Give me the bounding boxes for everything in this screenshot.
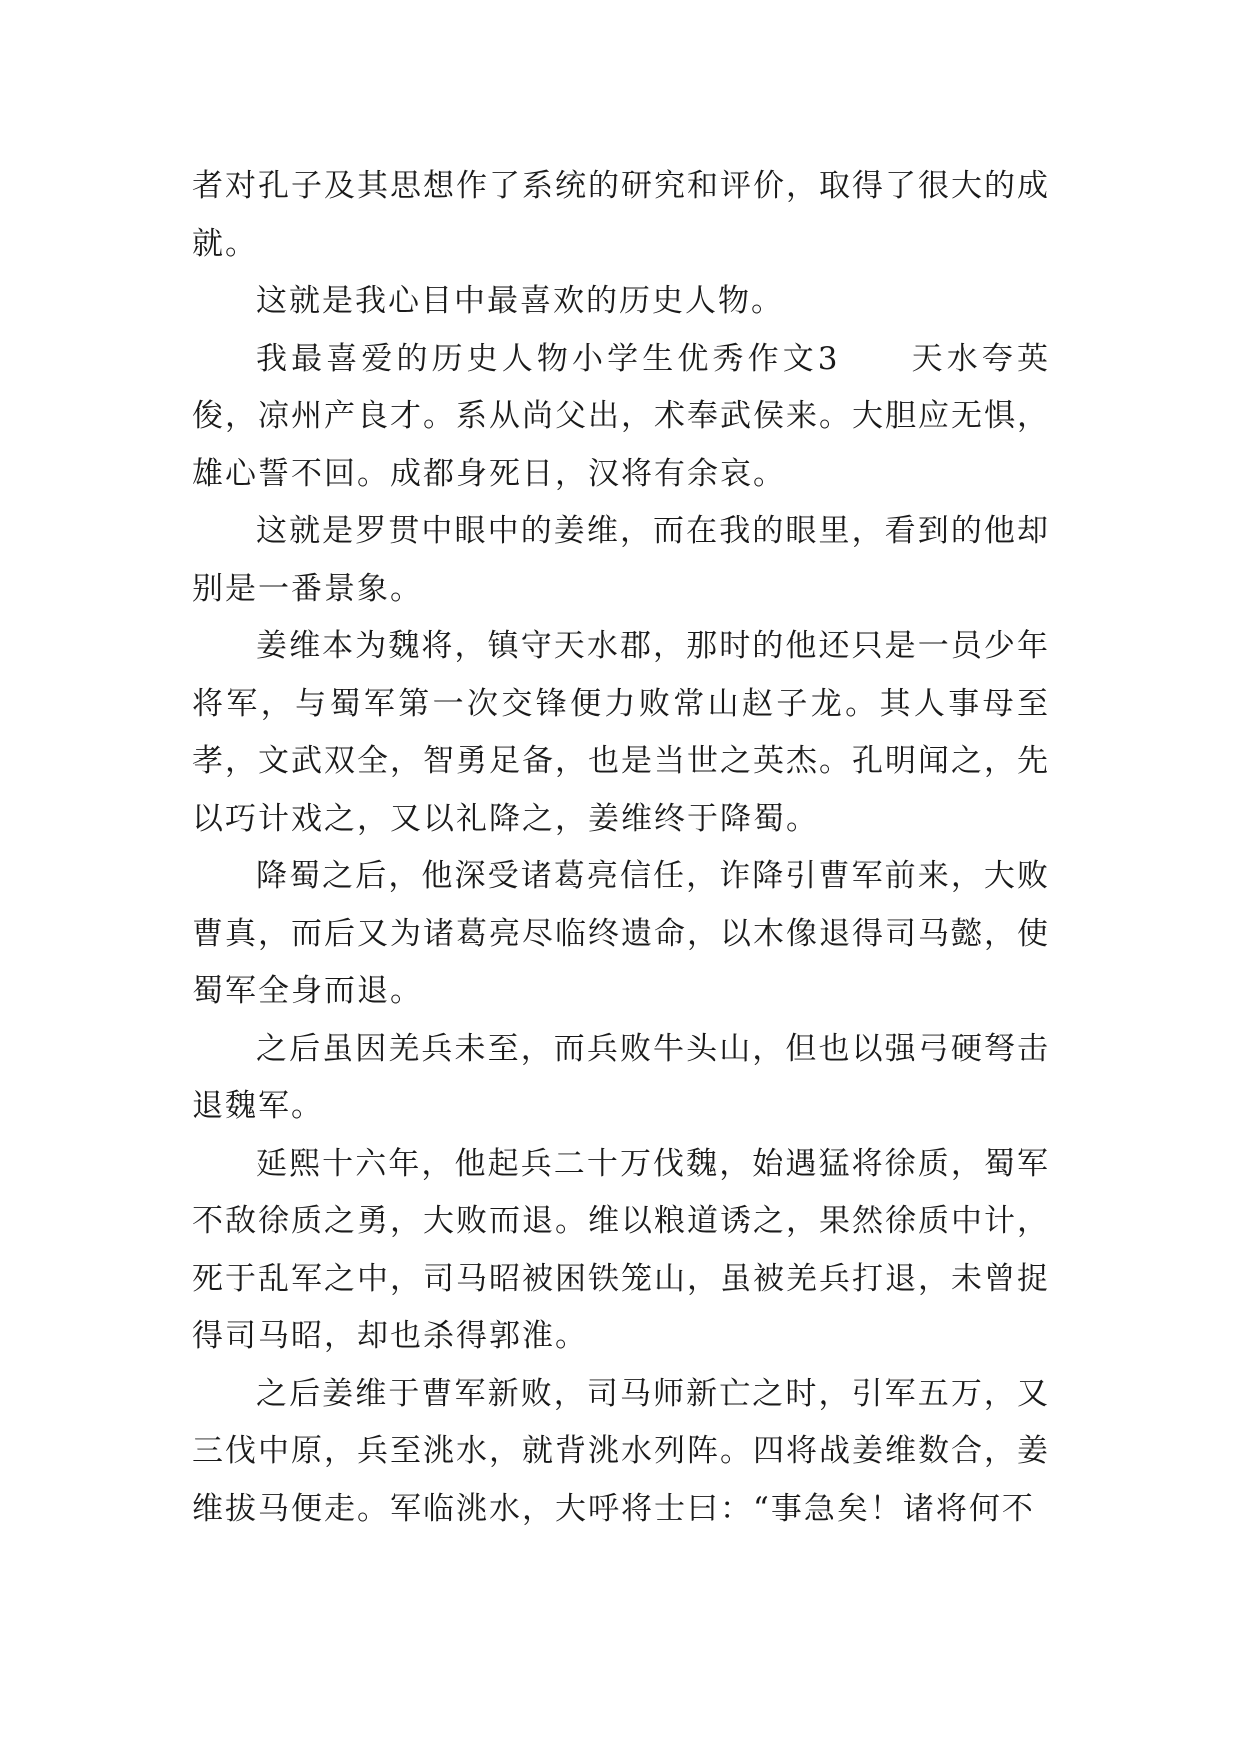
paragraph-7: 之后虽因羌兵未至，而兵败牛头山，但也以强弓硬弩击退魏军。 xyxy=(192,1030,1050,1124)
poem-text: 天水夸英俊，凉州产良才。系从尚父出，术奉武侯来。大胆应无惧，雄心誓不回。成都身死日，汉将有余哀。 xyxy=(192,340,1050,492)
document-page xyxy=(192,158,1050,1538)
paragraph-1: 者对孔子及其思想作了系统的研究和评价，取得了很大的成就。 xyxy=(192,168,1050,262)
paragraph-8: 延熙十六年，他起兵二十万伐魏，始遇猛将徐质，蜀军不敌徐质之勇，大败而退。维以粮道诱之，果然徐质中计，死于乱军之中，司马昭被困铁笼山，虽被羌兵打退，未曾捉得司马昭，却也杀得郭淮。 xyxy=(192,1145,1050,1354)
paragraph-2: 这就是我心目中最喜欢的历史人物。 xyxy=(256,283,784,319)
paragraph-5: 姜维本为魏将，镇守天水郡，那时的他还只是一员少年将军，与蜀军第一次交锋便力败常山赵子龙。其人事母至孝，文武双全，智勇足备，也是当世之英杰。孔明闻之，先以巧计戏之，又以礼降之，姜维终于降蜀。 xyxy=(192,628,1050,837)
paragraph-4: 这就是罗贯中眼中的姜维，而在我的眼里，看到的他却别是一番景象。 xyxy=(192,513,1050,607)
essay-heading: 我最喜爱的历史人物小学生优秀作文3 xyxy=(256,340,840,377)
paragraph-3 xyxy=(192,331,1050,504)
paragraph-6: 降蜀之后，他深受诸葛亮信任，诈降引曹军前来，大败曹真，而后又为诸葛亮尽临终遗命，以木像退得司马懿，使蜀军全身而退。 xyxy=(192,858,1050,1009)
paragraph-9: 之后姜维于曹军新败，司马师新亡之时，引军五万，又三伐中原，兵至洮水，就背洮水列阵。四将战姜维数合，姜维拔马便走。军临洮水，大呼将士曰：“事急矣！诸将何不 xyxy=(192,1375,1050,1527)
